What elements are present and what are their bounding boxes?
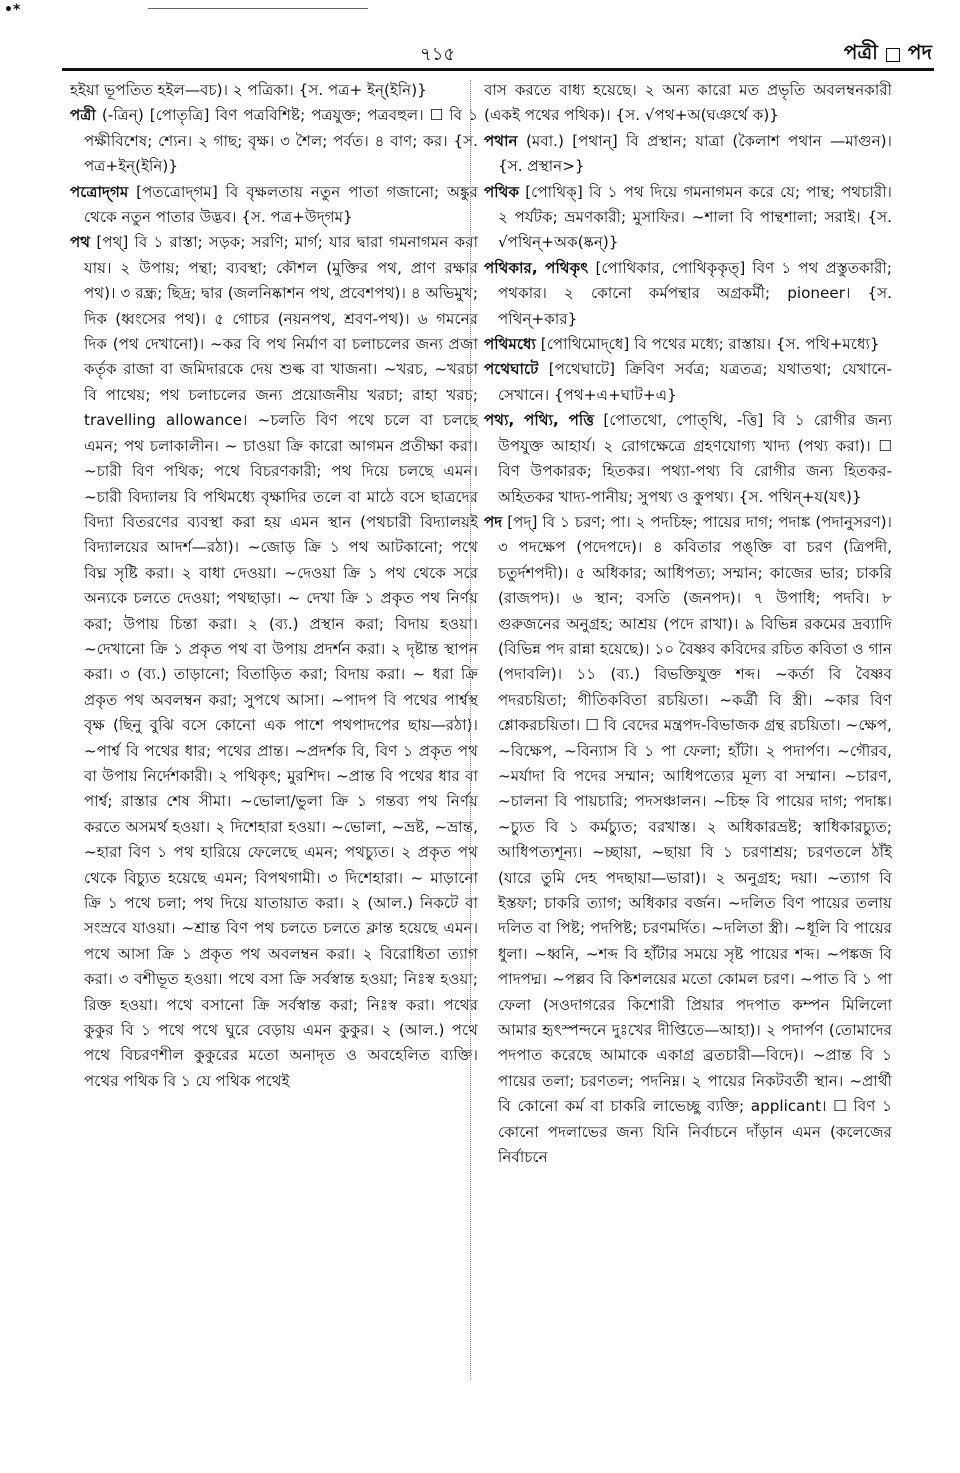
entry-headword: পত্রী bbox=[70, 106, 96, 125]
left-column bbox=[70, 78, 478, 1094]
entry-definition: [পতত্রোদ্‌গম] বি বৃক্ষলতায় নতুন পাতা গজানো; অঙ্কুর থেকে নতুন পাতার উদ্ভব। {স. পত্র+উদ্‌গম} bbox=[84, 182, 478, 227]
entry-headword: পদ bbox=[484, 512, 503, 531]
entry-headword: পথেঘাটে bbox=[484, 360, 539, 379]
dictionary-entry bbox=[70, 180, 478, 231]
entry-headword: পথিকার, পথিকৃৎ bbox=[484, 258, 589, 277]
dictionary-entry bbox=[484, 357, 892, 408]
entry-definition: [পোথিক্] বি ১ পথ দিয়ে গমনাগমন করে যে; পান্থ; পথচারী। ২ পর্যটক; ভ্রমণকারী; মুসাফির। ~শালা বি পান্থশালা; সরাই। {স. √পথিন্+অক(ষ্কন্)} bbox=[498, 182, 892, 252]
dictionary-entry bbox=[484, 129, 892, 180]
column-divider bbox=[470, 80, 472, 1380]
entry-definition: [পোতথো, পোত্‌থি, -ত্তি] বি ১ রোগীর জন্য উপযুক্ত আহার্য। ২ রোগক্ষেত্রে গ্রহণযোগ্য খাদ্য (পথ্য করা)। ☐ বিণ উপকারক; হিতকর। পথ্যা-পথ্য বি রোগীর জন্য হিতকর-অহিতকর খাদ্য-পানীয়; সুপথ্য ও কুপথ্য। {স. পথিন্+য(যৎ)} bbox=[498, 411, 892, 506]
entry-headword: পত্রোদ্‌গম bbox=[70, 182, 129, 201]
entry-definition: বাস করতে বাধ্য হয়েছে। ২ অন্য কারো মত প্রভৃতি অবলম্বনকারী (একই পথের পথিক)। {স. √পথ+অ(ঘঞর্থে ক)} bbox=[484, 81, 892, 125]
entry-headword: পথান bbox=[484, 131, 518, 150]
guide-words bbox=[844, 38, 932, 71]
right-column bbox=[484, 78, 892, 1170]
guide-box-icon bbox=[886, 48, 900, 62]
entry-headword: পথিক bbox=[484, 182, 520, 201]
page-number: ৭১৫ bbox=[420, 44, 456, 65]
entry-definition: হইয়া ভূপতিত হইল—বচ)। ২ পত্রিকা। {স. পত্র+ ইন্‌(ইনি)} bbox=[70, 81, 427, 99]
top-rule bbox=[148, 8, 368, 9]
entry-definition: [পথ্] বি ১ রাস্তা; সড়ক; সরণি; মার্গ; যার দ্বারা গমনাগমন করা যায়। ২ উপায়; পন্থা; ব্যবস্থা; কৌশল (মুক্তির পথ, প্রাণ রক্ষার পথ)। ৩ রন্ধ্র; ছিদ্র; দ্বার (জলনিষ্কাশন পথ, প্রবেশপথ)। ৪ অভিমুখ; দিক (ধ্বংসের পথ)। ৫ গোচর (নয়নপথ, শ্রবণ-পথ)। ৬ গমনের দিক (পথ দেখানো)। ~কর বি পথ নির্মাণ বা চলাচলের জন্য প্রজা কর্তৃক রাজা বা জমিদারকে দেয় শুল্ক বা খাজনা। ~খরচ, ~খরচা বি পাথেয়; পথ চলাচলের জন্য প্রয়োজনীয় খরচা; রাহা খরচ; travelling allowance। ~চলতি বিণ পথে চলে বা চলছে এমন; পথ চলাকালীন। ~ চাওয়া ক্রি কারো আগমন প্রতীক্ষা করা। ~চারী বিণ পথিক; পথে বিচরণকারী; পথ দিয়ে চলছে এমন। ~চারী বিদ্যালয় বি পথিমধ্যে বৃক্ষাদির তলে বা মাঠে বসে ছাত্রদের বিদ্যা বিতরণের ব্যবস্থা করা হয় এমন স্থান (পথচারী বিদ্যালয়ই বিদ্যালয়ের আদর্শ—রঠা)। ~জোড় ক্রি ১ পথ আটকানো; পথে বিঘ্ন সৃষ্টি করা। ২ বাধা দেওয়া। ~দেওয়া ক্রি ১ পথ থেকে সরে অন্যকে চলতে দেওয়া; পথছাড়া। ~ দেখা ক্রি ১ প্রকৃত পথ নির্ণয় করা; উপায় চিন্তা করা। ২ (ব্য.) প্রস্থান করা; বিদায় হওয়া। ~দেখানো ক্রি ১ প্রকৃত পথ বা উপায় প্রদর্শন করা। ২ দৃষ্টান্ত স্থাপন করা। ৩ (ব্য.) তাড়ানো; বিতাড়িত করা; বিদায় করা। ~ ধরা ক্রি প্রকৃত পথ অবলম্বন করা; সুপথে আসা। ~পাদপ বি পথের পার্শ্বস্থ বৃক্ষ (ছিনু বুঝি বসে কোনো এক পাশে পথপাদপের ছায়—রঠা)। ~পার্শ্ব বি পথের ধার; পথের প্রান্ত। ~প্রদর্শক বি, বিণ ১ প্রকৃত পথ বা উপায় নির্দেশকারী। ২ পথিকৃৎ; মুরশিদ। ~প্রান্ত বি পথের ধার বা পার্শ্ব; রাস্তার শেষ সীমা। ~ভোলা/ভুলা ক্রি ১ গন্তব্য পথ নির্ণয় করতে অসমর্থ হওয়া। ২ দিশেহারা হওয়া। ~ভোলা, ~ভ্রষ্ট, ~ভ্রান্ত, ~হারা বিণ ১ পথ হারিয়ে ফেলেছে এমন; পথচ্যুত। ২ প্রকৃত পথ থেকে বিচ্যুত হয়েছে এমন; বিপথগামী। ৩ দিশেহারা। ~ মাড়ানো ক্রি ১ পথে চলা; পথ দিয়ে যাতায়াত করা। ২ (আল.) নিকটে বা সংস্রবে যাওয়া। ~শ্রান্ত বিণ পথ চলতে চলতে ক্লান্ত হয়েছে এমন। পথে আসা ক্রি ১ প্রকৃত পথ অবলম্বন করা। ২ বিরোধিতা ত্যাগ করা। ৩ বশীভূত হওয়া। পথে বসা ক্রি সর্বস্বান্ত হওয়া; নিঃস্ব হওয়া; রিক্ত হওয়া। পথে বসানো ক্রি সর্বস্বান্ত করা; নিঃস্ব করা। পথের কুকুর বি ১ পথে পথে ঘুরে বেড়ায় এমন কুকুর। ২ (আল.) পথে পথে বিচরণশীল কুকুরের মতো অনাদৃত ও অবহেলিত ব্যক্তি। পথের পথিক বি ১ যে পথিক পথেই bbox=[84, 233, 478, 1090]
dictionary-entry bbox=[484, 256, 892, 332]
entry-definition: [পোথিমোদ্‌ধে] বি পথের মধ্যে; রাস্তায়। {স. পথি+মধ্যে} bbox=[535, 335, 880, 354]
corner-mark: •* bbox=[4, 2, 21, 18]
entry-definition: (মবা.) [পথান্] বি প্রস্থান; যাত্রা (কৈলাশ পথান —মাগুন)। {স. প্রস্থান>} bbox=[498, 131, 892, 176]
entry-definition: [পোথিকার, পোথিকৃকৃত্] বিণ ১ পথ প্রস্তুতকারী; পথকার। ২ কোনো কর্মপন্থার অগ্রকর্মী; pioneer। {স. পথিন্+কার} bbox=[498, 258, 892, 328]
header-rule bbox=[62, 68, 934, 71]
dictionary-entry bbox=[70, 103, 478, 179]
entry-definition: [পদ্] বি ১ চরণ; পা। ২ পদচিহ্ন; পায়ের দাগ; পদাঙ্ক (পদানুসরণ)। ৩ পদক্ষেপ (পদেপদে)। ৪ কবিতার পঙ্‌ক্তি বা চরণ (ত্রিপদী, চতুর্দশপদী)। ৫ অধিকার; আধিপত্য; সম্মান; কাজের ভার; চাকরি (রাজপদ)। ৬ স্থান; বসতি (জনপদ)। ৭ উপাধি; পদবি। ৮ গুরুজনের অনুগ্রহ; আশ্রয় (পদে রাখা)। ৯ বিভিন্ন রকমের দ্রব্যাদি (বিভিন্ন পদ রান্না হয়েছে)। ১০ বৈষ্ণব কবিদের রচিত কবিতা ও গান (পদাবলি)। ১১ (ব্য.) বিভক্তিযুক্ত শব্দ। ~কর্তা বি বৈষ্ণব পদরচয়িতা; গীতিকবিতা রচয়িতা। ~কর্ত্রী বি স্ত্রী। ~কার বিণ শ্লোকরচয়িতা। ☐ বি বেদের মন্ত্রপদ-বিভাজক গ্রন্থ রচয়িতা। ~ক্ষেপ, ~বিক্ষেপ, ~বিন্যাস বি ১ পা ফেলা; হাঁটা। ২ পদার্পণ। ~গৌরব, ~মর্যাদা বি পদের সম্মান; আধিপত্যের মূল্য বা সম্মান। ~চারণ, ~চালনা বি পায়চারি; পদসঞ্চালন। ~চিহ্ন বি পায়ের দাগ; পদাঙ্ক। ~চ্যুত বি ১ কর্মচ্যুত; বরখাস্ত। ২ অধিকারভ্রষ্ট; স্বাধিকারচ্যুত; আধিপত্যশূন্য। ~চ্ছায়া, ~ছায়া বি ১ চরণাশ্রয়; চরণতলে ঠাঁই (যারে তুমি দেহ পদছায়া—ভারা)। ২ অনুগ্রহ; দয়া। ~ত্যাগ বি ইস্তফা; চাকরি ত্যাগ; অধিকার বর্জন। ~দলিত বিণ পায়ের তলায় দলিত বা পিষ্ট; পদপিষ্ট; চরণমর্দিত। ~দলিতা স্ত্রী। ~ধূলি বি পায়ের ধুলা। ~ধ্বনি, ~শব্দ বি হাঁটার সময়ে সৃষ্ট পায়ের শব্দ। ~পঙ্কজ বি পাদপদ্ম। ~পল্লব বি কিশলয়ের মতো কোমল চরণ। ~পাত বি ১ পা ফেলা (সওদাগরের কিশোরী প্রিয়ার পদপাত কম্পন মিলিলো আমার হৃৎস্পন্দনে দুঃখের দীপ্তিতে—আহা)। ২ পদার্পণ (তোমাদের পদপাত করেছে আমাকে একাগ্র ব্রতচারী—বিদে)। ~প্রান্ত বি ১ পায়ের তলা; চরণতল; পদনিম্ন। ২ পায়ের নিকটবর্তী স্থান। ~প্রার্থী বি কোনো কর্ম বা চাকরি লাভেচ্ছু ব্যক্তি; applicant। ☐ বিণ ১ কোনো পদলাভের জন্য যিনি নির্বাচনে দাঁড়ান এমন (কলেজের নির্বাচনে bbox=[498, 512, 892, 1167]
entry-definition: (-ত্রিন্) [পোতৃত্রি] বিণ পত্রবিশিষ্ট; পত্রযুক্ত; পত্রবহুল। ☐ বি ১ পক্ষীবিশেষ; শ্যেন। ২ গাছ; বৃক্ষ। ৩ শৈল; পর্বত। ৪ বাণ; কর। {স. পত্র+ইন্‌(ইনি)} bbox=[84, 106, 478, 176]
dictionary-entry bbox=[70, 230, 478, 1094]
dictionary-entry bbox=[70, 78, 478, 103]
dictionary-entry bbox=[484, 78, 892, 129]
entry-headword: পথ্য, পথ্যি, পত্তি bbox=[484, 411, 595, 430]
guide-word-last: পদ bbox=[907, 40, 932, 64]
guide-word-first: পত্রী bbox=[843, 40, 878, 64]
dictionary-entry bbox=[484, 180, 892, 256]
entry-definition: [পথেঘাটে] ক্রিবিণ সর্বত্র; যত্রতত্র; যথাতথা; যেখানে-সেখানে। {পথ+এ+ঘাট+এ} bbox=[498, 360, 892, 404]
dictionary-entry bbox=[484, 408, 892, 510]
entry-headword: পথিমধ্যে bbox=[484, 335, 536, 354]
entry-headword: পথ bbox=[70, 233, 91, 252]
dictionary-entry bbox=[484, 332, 892, 357]
dictionary-entry bbox=[484, 510, 892, 1171]
